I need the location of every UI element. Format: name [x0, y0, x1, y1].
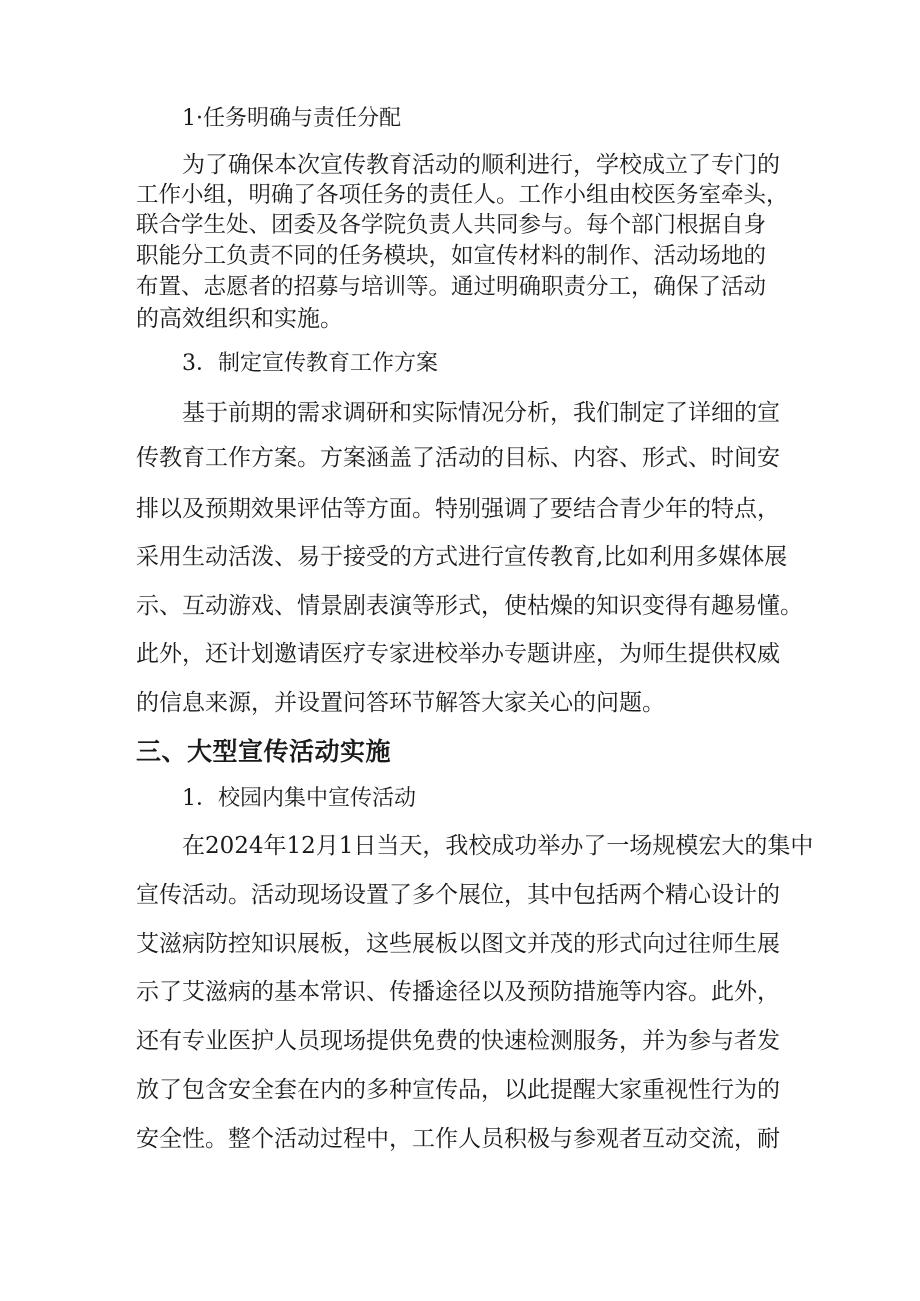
- paragraph-line: 排以及预期效果评估等方面。特别强调了要结合青少年的特点，: [136, 496, 780, 522]
- paragraph-line: 示、互动游戏、情景剧表演等形式，使枯燥的知识变得有趣易懂。: [136, 593, 803, 619]
- paragraph-line: 此外，还计划邀请医疗专家进校举办专题讲座，为师生提供权威: [136, 641, 780, 667]
- paragraph-line: 联合学生处、团委及各学院负责人共同参与。每个部门根据自身: [136, 212, 767, 238]
- paragraph-line: 安全性。整个活动过程中，工作人员积极与参观者互动交流，耐: [136, 1126, 780, 1152]
- paragraph-line: 放了包含安全套在内的多种宣传品，以此提醒大家重视性行为的: [136, 1077, 780, 1103]
- paragraph-line: 工作小组，明确了各项任务的责任人。工作小组由校医务室牵头，: [136, 182, 789, 208]
- section-title: 三、大型宣传活动实施: [136, 737, 392, 766]
- paragraph-line: 传教育工作方案。方案涵盖了活动的目标、内容、形式、时间安: [136, 445, 780, 471]
- paragraph-line: 为了确保本次宣传教育活动的顺利进行，学校成立了专门的: [182, 152, 780, 178]
- paragraph-line: 在2024年12月1日当天，我校成功举办了一场规模宏大的集中: [182, 833, 814, 859]
- paragraph-line: 布置、志愿者的招募与培训等。通过明确职责分工，确保了活动: [136, 274, 767, 300]
- paragraph-line: 采用生动活泼、易于接受的方式进行宣传教育,比如利用多媒体展: [136, 544, 788, 570]
- subsection-heading-work-plan: 3．制定宣传教育工作方案: [182, 351, 438, 376]
- subsection-heading-campus-activity: 1．校园内集中宣传活动: [182, 786, 416, 811]
- paragraph-line: 的信息来源，并设置问答环节解答大家关心的问题。: [136, 690, 665, 716]
- paragraph-line: 艾滋病防控知识展板，这些展板以图文并茂的形式向过往师生展: [136, 931, 780, 957]
- paragraph-line: 职能分工负责不同的任务模块，如宣传材料的制作、活动场地的: [136, 243, 767, 269]
- subsection-heading-task-assignment: 1·任务明确与责任分配: [182, 106, 401, 131]
- paragraph-line: 宣传活动。活动现场设置了多个展位，其中包括两个精心设计的: [136, 882, 780, 908]
- paragraph-line: 的高效组织和实施。: [136, 306, 343, 332]
- paragraph-line: 基于前期的需求调研和实际情况分析，我们制定了详细的宣: [182, 400, 780, 426]
- paragraph-line: 还有专业医护人员现场提供免费的快速检测服务，并为参与者发: [136, 1028, 780, 1054]
- paragraph-line: 示了艾滋病的基本常识、传播途径以及预防措施等内容。此外，: [136, 979, 780, 1005]
